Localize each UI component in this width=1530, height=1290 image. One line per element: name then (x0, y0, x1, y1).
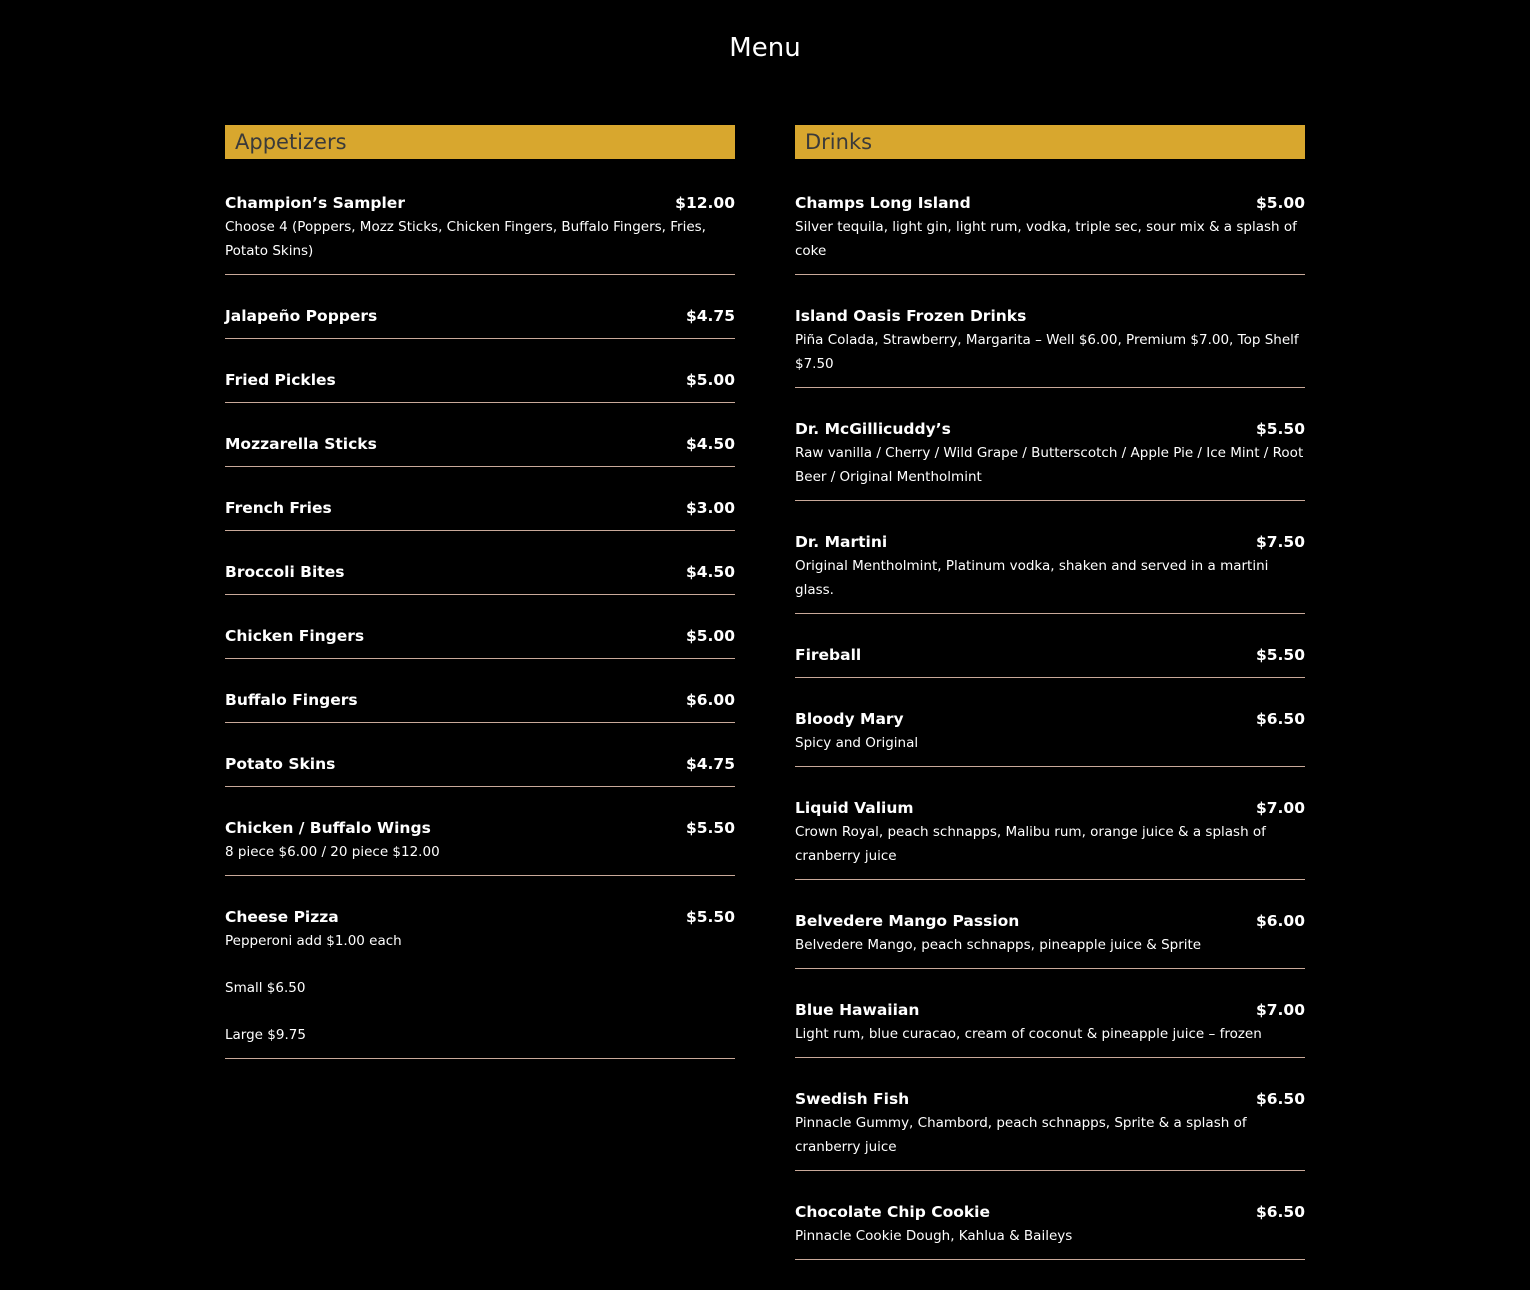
item-name: French Fries (225, 499, 332, 517)
item-price: $6.50 (1255, 1203, 1305, 1221)
item-description: Pepperoni add $1.00 each (225, 933, 402, 949)
item-price: $5.50 (1255, 646, 1305, 664)
item-description: Light rum, blue curacao, cream of coconut & pineapple juice – frozen (795, 1026, 1262, 1042)
item-name: Champion’s Sampler (225, 194, 405, 212)
menu-item (795, 305, 1305, 388)
menu-item (225, 433, 735, 467)
item-size-option: Small $6.50 (225, 980, 306, 996)
item-name: Swedish Fish (795, 1090, 910, 1108)
item-price: $4.75 (685, 755, 735, 773)
item-name: Champs Long Island (795, 194, 971, 212)
item-description: 8 piece $6.00 / 20 piece $12.00 (225, 844, 440, 860)
menu-item (225, 906, 735, 1059)
item-size-option: Large $9.75 (225, 1027, 306, 1043)
item-name: Chicken / Buffalo Wings (225, 819, 431, 837)
menu-item (795, 192, 1305, 275)
drinks-column (795, 125, 1305, 1290)
item-name: Dr. McGillicuddy’s (795, 420, 951, 438)
menu-item (225, 625, 735, 659)
menu-item (795, 531, 1305, 614)
appetizers-header: Appetizers (225, 125, 735, 159)
menu-item (795, 797, 1305, 880)
item-name: Chicken Fingers (225, 627, 365, 645)
item-price: $6.00 (1255, 912, 1305, 930)
item-name: Bloody Mary (795, 710, 904, 728)
item-price: $5.50 (685, 819, 735, 837)
item-price: $7.00 (1255, 1001, 1305, 1019)
item-name: Potato Skins (225, 755, 336, 773)
item-price: $3.00 (685, 499, 735, 517)
menu-item (225, 305, 735, 339)
item-name: Jalapeño Poppers (225, 307, 378, 325)
menu-item (225, 817, 735, 876)
menu-item (795, 1201, 1305, 1260)
item-description: Raw vanilla / Cherry / Wild Grape / Butterscotch / Apple Pie / Ice Mint / Root Beer / Original Mentholmint (795, 445, 1304, 485)
item-price: $4.50 (685, 563, 735, 581)
menu-item (795, 1088, 1305, 1171)
item-description: Pinnacle Gummy, Chambord, peach schnapps, Sprite & a splash of cranberry juice (795, 1115, 1247, 1155)
item-price: $6.50 (1255, 1090, 1305, 1108)
page-title: Menu (729, 33, 801, 63)
item-description: Pinnacle Cookie Dough, Kahlua & Baileys (795, 1228, 1073, 1244)
item-name: Fried Pickles (225, 371, 336, 389)
drinks-header: Drinks (795, 125, 1305, 159)
menu-item (225, 369, 735, 403)
menu-item (225, 497, 735, 531)
item-description: Silver tequila, light gin, light rum, vodka, triple sec, sour mix & a splash of coke (795, 219, 1297, 259)
item-name: Buffalo Fingers (225, 691, 358, 709)
menu-item (795, 418, 1305, 501)
menu-item (225, 753, 735, 787)
item-name: Belvedere Mango Passion (795, 912, 1020, 930)
item-description: Choose 4 (Poppers, Mozz Sticks, Chicken Fingers, Buffalo Fingers, Fries, Potato Skins) (225, 219, 706, 259)
item-description: Piña Colada, Strawberry, Margarita – Well $6.00, Premium $7.00, Top Shelf $7.50 (795, 332, 1299, 372)
menu-item (795, 910, 1305, 969)
item-name: Island Oasis Frozen Drinks (795, 307, 1027, 325)
item-price: $7.00 (1255, 799, 1305, 817)
item-price: $5.00 (685, 627, 735, 645)
menu-item (225, 689, 735, 723)
item-price: $7.50 (1255, 533, 1305, 551)
item-price: $4.50 (685, 435, 735, 453)
menu-item (225, 561, 735, 595)
menu-item (795, 644, 1305, 678)
item-description: Spicy and Original (795, 735, 919, 751)
item-price: $4.75 (685, 307, 735, 325)
item-name: Dr. Martini (795, 533, 888, 551)
item-description: Original Mentholmint, Platinum vodka, shaken and served in a martini glass. (795, 558, 1269, 598)
item-price: $6.50 (1255, 710, 1305, 728)
item-price: $5.50 (1255, 420, 1305, 438)
item-name: Mozzarella Sticks (225, 435, 377, 453)
item-name: Broccoli Bites (225, 563, 345, 581)
item-description: Crown Royal, peach schnapps, Malibu rum, orange juice & a splash of cranberry juice (795, 824, 1266, 864)
menu-item (225, 192, 735, 275)
item-name: Chocolate Chip Cookie (795, 1203, 991, 1221)
item-price: $12.00 (675, 194, 735, 212)
item-name: Blue Hawaiian (795, 1001, 920, 1019)
item-price: $5.50 (685, 908, 735, 926)
item-price: $6.00 (685, 691, 735, 709)
item-name: Fireball (795, 646, 862, 664)
item-price: $5.00 (685, 371, 735, 389)
menu-item (795, 999, 1305, 1058)
item-price: $5.00 (1255, 194, 1305, 212)
item-description: Belvedere Mango, peach schnapps, pineapple juice & Sprite (795, 937, 1202, 953)
menu-item (795, 708, 1305, 767)
item-name: Cheese Pizza (225, 908, 339, 926)
appetizers-column (225, 125, 735, 1089)
item-name: Liquid Valium (795, 799, 914, 817)
